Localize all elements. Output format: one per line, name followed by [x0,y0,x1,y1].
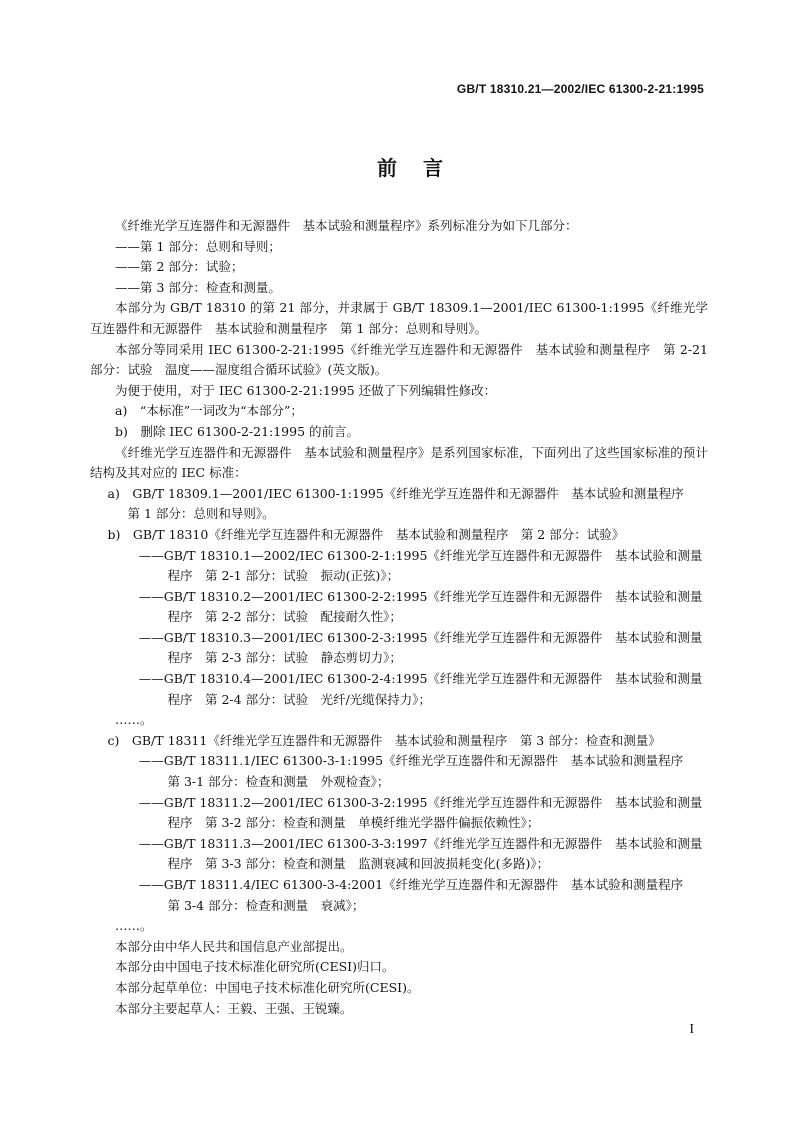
standard-code-header: GB/T 18310.21—2002/IEC 61300-2-21:1995 [456,82,704,96]
list-item: c) GB/T 18311《纤维光学互连器件和无源器件 基本试验和测量程序 第 3 部分：检查和测量》 [107,732,661,748]
list-item: a) GB/T 18309.1—2001/IEC 61300-1:1995《纤维光学互连器件和无源器件 基本试验和测量程序 第 1 部分：总则和导则》。 [107,485,697,522]
page-title: 前言 [377,156,469,180]
paragraph: 本部分由中华人民共和国信息产业部提出。 [115,938,353,954]
paragraph: 《纤维光学互连器件和无源器件 基本试验和测量程序》是系列国家标准，下面列出了这些国家标准的预计结构及其对应的 IEC 标准： [90,444,708,481]
ellipsis-line: ……。 [115,918,153,934]
sub-list-item: ——GB/T 18311.3—2001/IEC 61300-3-3:1997《纤维光学互连器件和无源器件 基本试验和测量程序 第 3-3 部分：检查和测量 监测衰减和回波损耗变化(多路)》； [138,835,703,872]
paragraph: ——第 3 部分：检查和测量。 [115,279,281,295]
foreword-body [90,216,708,1019]
page-number: I [689,1022,694,1037]
paragraph: ——第 2 部分：试验； [115,259,244,275]
sub-list-item: ——GB/T 18310.1—2002/IEC 61300-2-1:1995《纤维光学互连器件和无源器件 基本试验和测量程序 第 2-1 部分：试验 振动(正弦)》； [138,547,703,584]
paragraph: 《纤维光学互连器件和无源器件 基本试验和测量程序》系列标准分为如下几部分： [115,218,578,233]
sub-list-item: ——GB/T 18311.2—2001/IEC 61300-3-2:1995《纤维光学互连器件和无源器件 基本试验和测量程序 第 3-2 部分：检查和测量 单模纤维光学器件偏振依赖性》； [138,794,703,831]
paragraph: 为便于使用，对于 IEC 61300-2-21:1995 还做了下列编辑性修改： [115,382,497,398]
paragraph: 本部分由中国电子技术标准化研究所(CESI)归口。 [115,959,395,975]
sub-list-item: ——GB/T 18311.4/IEC 61300-3-4:2001《纤维光学互连器件和无源器件 基本试验和测量程序 第 3-4 部分：检查和测量 衰减》； [138,877,696,913]
paragraph: b) 删除 IEC 61300-2-21:1995 的前言。 [115,423,360,439]
sub-list-item: ——GB/T 18310.2—2001/IEC 61300-2-2:1995《纤维光学互连器件和无源器件 基本试验和测量程序 第 2-2 部分：试验 配接耐久性》； [138,588,703,625]
paragraph: 本部分起草单位：中国电子技术标准化研究所(CESI)。 [115,979,420,995]
list-item: b) GB/T 18310《纤维光学互连器件和无源器件 基本试验和测量程序 第 2 部分：试验》 [107,526,625,542]
ellipsis-line: ……。 [115,712,153,728]
paragraph: 本部分为 GB/T 18310 的第 21 部分，并隶属于 GB/T 18309.1—2001/IEC 61300-1:1995《纤维光学互连器件和无源器件 基本试验和测量程序 第 1 部分：总则和导则》。 [90,300,708,336]
paragraph: 本部分主要起草人：王毅、王强、王锐臻。 [115,1000,353,1016]
sub-list-item: ——GB/T 18311.1/IEC 61300-3-1:1995《纤维光学互连器件和无源器件 基本试验和测量程序 第 3-1 部分：检查和测量 外观检查》； [138,753,696,790]
sub-list-item: ——GB/T 18310.4—2001/IEC 61300-2-4:1995《纤维光学互连器件和无源器件 基本试验和测量程序 第 2-4 部分：试验 光纤/光缆保持力》； [138,671,703,707]
paragraph: a) “本标准”一词改为“本部分”； [115,403,303,419]
paragraph: ——第 1 部分：总则和导则； [115,238,281,254]
paragraph: 本部分等同采用 IEC 61300-2-21:1995《纤维光学互连器件和无源器件 基本试验和测量程序 第 2-21 部分：试验 温度——湿度组合循环试验》(英文版)。 [90,341,708,378]
sub-list-item: ——GB/T 18310.3—2001/IEC 61300-2-3:1995《纤维光学互连器件和无源器件 基本试验和测量程序 第 2-3 部分：试验 静态剪切力》； [138,629,703,666]
